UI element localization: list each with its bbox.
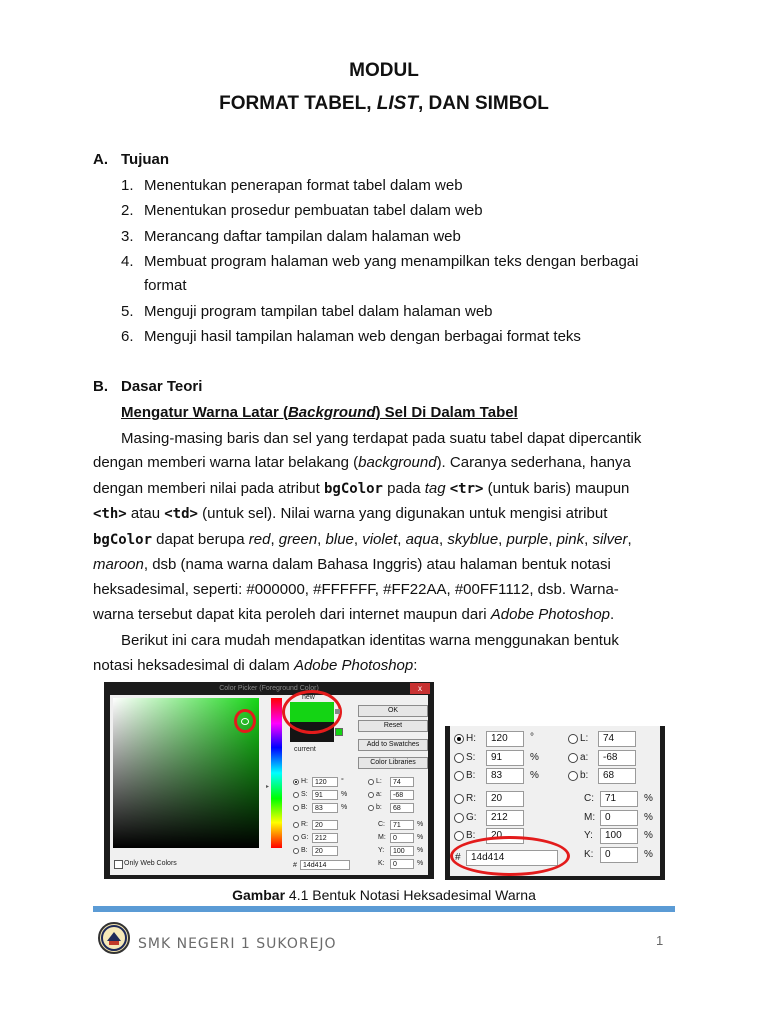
- figure-caption: [0, 887, 768, 903]
- code-run: bgColor: [93, 532, 153, 548]
- text-run: dapat berupa: [152, 531, 249, 548]
- paragraph-line: [93, 479, 629, 499]
- radio-blue[interactable]: [293, 848, 299, 854]
- label-lab-b: b:: [376, 804, 382, 811]
- m-unit: %: [644, 812, 653, 823]
- c-unit: %: [417, 821, 424, 828]
- paragraph-line: [93, 453, 631, 473]
- text-run: notasi heksadesimal di dalam: [93, 657, 294, 674]
- label-m: M:: [378, 834, 386, 841]
- hash-label: #: [455, 852, 461, 863]
- label-l: L:: [376, 778, 382, 785]
- list-item: Membuat program halaman web yang menampilkan teks dengan berbagai: [144, 253, 639, 270]
- list-item-continuation: format: [144, 277, 187, 294]
- text-run-italic: green: [278, 531, 318, 548]
- picker-body: [110, 695, 428, 875]
- color-picker-screenshot: [104, 682, 434, 879]
- label-g: G:: [301, 834, 309, 841]
- subtitle-italic: LIST: [376, 93, 418, 114]
- text-run: ,: [438, 531, 448, 548]
- text-run-italic: purple: [506, 531, 549, 548]
- label-blue: B:: [466, 830, 476, 841]
- hue-slider-arrow: ▸: [266, 784, 270, 790]
- k-unit: %: [644, 849, 653, 860]
- hex-field[interactable]: 14d414: [466, 850, 558, 866]
- radio-g[interactable]: [293, 835, 299, 841]
- label-a: a:: [376, 791, 382, 798]
- list-item: Merancang daftar tampilan dalam halaman web: [144, 228, 461, 245]
- paragraph-line: [93, 504, 607, 524]
- radio-g[interactable]: [454, 813, 464, 823]
- caption-text: Bentuk Notasi Heksadesimal Warna: [308, 887, 536, 903]
- b-field[interactable]: 83: [312, 803, 338, 813]
- label-h: H:: [466, 733, 476, 744]
- picker-title: Color Picker (Foreground Color): [219, 685, 319, 692]
- ok-button[interactable]: OK: [358, 705, 428, 717]
- page-number: 1: [656, 933, 664, 948]
- radio-a[interactable]: [568, 753, 578, 763]
- zoom-body: [450, 726, 660, 876]
- text-run: ,: [397, 531, 406, 548]
- text-run: atau: [126, 505, 165, 522]
- s-unit: %: [341, 791, 348, 798]
- c-field[interactable]: 71: [390, 820, 414, 830]
- radio-blue[interactable]: [454, 831, 464, 841]
- text-run: dengan memberi warna latar belakang (: [93, 454, 359, 471]
- subtitle-part: , DAN SIMBOL: [417, 93, 549, 114]
- radio-b[interactable]: [454, 771, 464, 781]
- b-unit: %: [530, 770, 539, 781]
- label-a: a:: [580, 752, 589, 763]
- y-unit: %: [417, 847, 424, 854]
- label-s: S:: [301, 791, 308, 798]
- code-run: <th>: [93, 506, 127, 522]
- text-run-italic: silver: [592, 531, 628, 548]
- radio-l[interactable]: [368, 779, 374, 785]
- l-field[interactable]: 74: [390, 777, 414, 787]
- list-number: 4.: [121, 253, 134, 270]
- text-run-italic: skyblue: [447, 531, 499, 548]
- y-field[interactable]: 100: [390, 846, 414, 856]
- text-run: dengan memberi nilai pada atribut: [93, 480, 324, 497]
- hex-highlight-circle: [450, 836, 570, 876]
- h-unit: °: [530, 732, 534, 743]
- text-run: pada: [383, 480, 425, 497]
- lab-b-field[interactable]: 68: [598, 768, 636, 784]
- paragraph-line: Berikut ini cara mudah mendapatkan identitas warna menggunakan bentuk: [121, 632, 619, 649]
- footer-rule: [93, 906, 675, 912]
- text-run: .: [610, 606, 615, 623]
- label-c: C:: [378, 821, 385, 828]
- school-name: SMK NEGERI 1 SUKOREJO: [138, 936, 337, 952]
- subheading-part: ) Sel Di Dalam Tabel: [375, 404, 518, 421]
- label-h: H:: [301, 778, 308, 785]
- text-run: ,: [548, 531, 557, 548]
- paragraph-line: heksadesimal, seperti: #000000, #FFFFFF, #FF22AA, #00FF1112, dsb. Warna-: [93, 581, 619, 598]
- list-number: 3.: [121, 228, 134, 245]
- text-run: ,: [270, 531, 279, 548]
- paragraph-line: [93, 555, 611, 575]
- add-to-swatches-button[interactable]: Add to Swatches: [358, 739, 428, 751]
- radio-l[interactable]: [568, 734, 578, 744]
- radio-h[interactable]: [454, 734, 464, 744]
- radio-b[interactable]: [293, 805, 299, 811]
- r-field[interactable]: 20: [312, 820, 338, 830]
- caption-number: 4.1: [285, 887, 309, 903]
- y-field[interactable]: 100: [600, 828, 638, 844]
- list-item: Menguji program tampilan tabel dalam halaman web: [144, 303, 493, 320]
- c-field[interactable]: 71: [600, 791, 638, 807]
- m-field[interactable]: 0: [600, 810, 638, 826]
- radio-r[interactable]: [454, 794, 464, 804]
- g-field[interactable]: 212: [486, 810, 524, 826]
- blue-field[interactable]: 20: [312, 846, 338, 856]
- b-field[interactable]: 83: [486, 768, 524, 784]
- y-unit: %: [644, 830, 653, 841]
- radio-a[interactable]: [368, 792, 374, 798]
- label-y: Y:: [378, 847, 385, 854]
- text-run-italic: aqua: [405, 531, 439, 548]
- label-k: K:: [584, 849, 594, 860]
- paragraph-line: [93, 656, 417, 676]
- code-run: <td>: [164, 506, 198, 522]
- subtitle-part: FORMAT TABEL,: [219, 93, 377, 114]
- list-number: 2.: [121, 202, 134, 219]
- text-run: ,: [353, 531, 363, 548]
- text-run: (untuk baris) maupun: [483, 480, 630, 497]
- k-field[interactable]: 0: [390, 859, 414, 869]
- a-field[interactable]: -68: [598, 750, 636, 766]
- text-run: ,: [498, 531, 507, 548]
- s-field[interactable]: 91: [486, 750, 524, 766]
- g-field[interactable]: 212: [312, 833, 338, 843]
- text-run-italic: Adobe Photoshop: [293, 657, 414, 674]
- label-lab-b: b:: [580, 770, 589, 781]
- text-run: (untuk sel). Nilai warna yang digunakan untuk mengisi atribut: [197, 505, 608, 522]
- text-run-italic: Adobe Photoshop: [490, 606, 611, 623]
- text-run: ,: [584, 531, 593, 548]
- text-run: , dsb (nama warna dalam Bahasa Inggris) atau halaman bentuk notasi: [143, 556, 611, 573]
- radio-s[interactable]: [454, 753, 464, 763]
- text-run: :: [413, 657, 418, 674]
- label-b: B:: [466, 770, 476, 781]
- paragraph-line: [93, 605, 614, 625]
- text-run: ,: [317, 531, 326, 548]
- current-label: current: [294, 746, 316, 753]
- paragraph-line: [93, 530, 632, 550]
- h-unit: °: [341, 778, 344, 785]
- list-number: 5.: [121, 303, 134, 320]
- radio-lab-b[interactable]: [568, 771, 578, 781]
- caption-label: Gambar: [232, 887, 286, 903]
- subheading-italic: Background: [287, 404, 376, 421]
- s-unit: %: [530, 752, 539, 763]
- hex-field[interactable]: 14d414: [300, 860, 350, 870]
- radio-h[interactable]: [293, 779, 299, 785]
- subheading-part: Mengatur Warna Latar (: [121, 404, 288, 421]
- color-libraries-button[interactable]: Color Libraries: [358, 757, 428, 769]
- m-field[interactable]: 0: [390, 833, 414, 843]
- code-run: bgColor: [323, 481, 383, 497]
- k-field[interactable]: 0: [600, 847, 638, 863]
- hue-slider[interactable]: [271, 698, 282, 848]
- selection-marker: [241, 718, 249, 725]
- text-run-italic: blue: [325, 531, 354, 548]
- label-r: R:: [466, 793, 476, 804]
- b-unit: %: [341, 804, 348, 811]
- list-number: 6.: [121, 328, 134, 345]
- c-unit: %: [644, 793, 653, 804]
- color-values-zoom: [445, 726, 665, 880]
- subheading: [121, 403, 518, 423]
- label-l: L:: [580, 733, 589, 744]
- label-r: R:: [301, 821, 308, 828]
- text-run-italic: red: [248, 531, 271, 548]
- new-highlight-circle: [282, 690, 342, 734]
- text-run-italic: maroon: [93, 556, 144, 573]
- section-a-marker: A.: [93, 151, 108, 168]
- a-field[interactable]: -68: [390, 790, 414, 800]
- web-safe-icon: [335, 728, 343, 736]
- list-item: Menentukan prosedur pembuatan tabel dalam web: [144, 202, 483, 219]
- list-item: Menentukan penerapan format tabel dalam web: [144, 177, 463, 194]
- only-web-colors-checkbox[interactable]: [114, 860, 123, 869]
- hash-label: #: [293, 862, 297, 869]
- label-g: G:: [466, 812, 477, 823]
- blue-field[interactable]: 20: [486, 828, 524, 844]
- text-run-italic: background: [358, 454, 437, 471]
- text-run-italic: violet: [362, 531, 398, 548]
- document-title: MODUL: [349, 60, 419, 81]
- k-unit: %: [417, 860, 424, 867]
- lab-b-field[interactable]: 68: [390, 803, 414, 813]
- r-field[interactable]: 20: [486, 791, 524, 807]
- code-run: <tr>: [449, 481, 484, 497]
- radio-lab-b[interactable]: [368, 805, 374, 811]
- section-a-heading: Tujuan: [121, 151, 170, 168]
- label-b: B:: [301, 804, 308, 811]
- section-b-heading: Dasar Teori: [121, 378, 203, 395]
- text-run-italic: tag: [424, 480, 446, 497]
- close-button[interactable]: x: [410, 683, 430, 694]
- reset-button[interactable]: Reset: [358, 720, 428, 732]
- cube-icon: [335, 709, 340, 714]
- h-field[interactable]: 120: [486, 731, 524, 747]
- only-web-colors-label: Only Web Colors: [124, 860, 177, 867]
- radio-s[interactable]: [293, 792, 299, 798]
- m-unit: %: [417, 834, 424, 841]
- document-subtitle: [0, 93, 768, 115]
- text-run: warna tersebut dapat kita peroleh dari internet maupun dari: [93, 606, 491, 623]
- list-item: Menguji hasil tampilan halaman web dengan berbagai format teks: [144, 328, 581, 345]
- section-b-marker: B.: [93, 378, 108, 395]
- paragraph-line: Masing-masing baris dan sel yang terdapat pada suatu tabel dapat dipercantik: [121, 430, 642, 447]
- new-label: new: [302, 694, 315, 701]
- label-y: Y:: [584, 830, 593, 841]
- list-number: 1.: [121, 177, 134, 194]
- school-logo: [98, 922, 130, 954]
- s-field[interactable]: 91: [312, 790, 338, 800]
- label-blue: B:: [301, 847, 308, 854]
- label-k: K:: [378, 860, 385, 867]
- radio-r[interactable]: [293, 822, 299, 828]
- text-run-italic: pink: [556, 531, 585, 548]
- h-field[interactable]: 120: [312, 777, 338, 787]
- text-run: ). Caranya sederhana, hanya: [436, 454, 631, 471]
- label-c: C:: [584, 793, 594, 804]
- l-field[interactable]: 74: [598, 731, 636, 747]
- text-run: ,: [627, 531, 632, 548]
- label-s: S:: [466, 752, 476, 763]
- label-m: M:: [584, 812, 596, 823]
